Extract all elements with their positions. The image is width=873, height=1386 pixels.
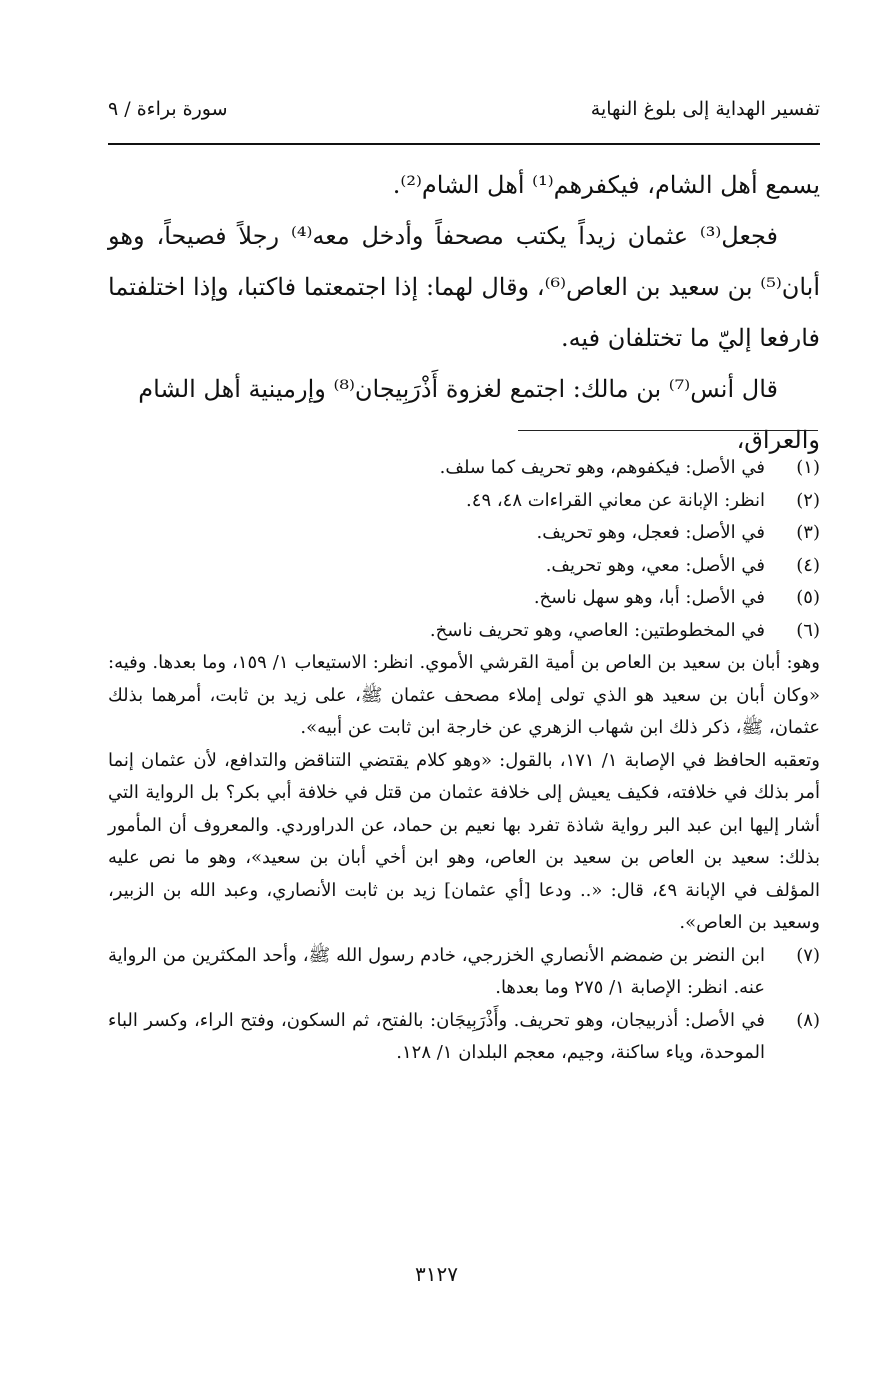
footnote-separator [518, 430, 818, 431]
footnote-2 [108, 485, 820, 518]
footnote-text: في الأصل: أبا، وهو سهل ناسخ. [533, 587, 765, 608]
footnote-1 [108, 452, 820, 485]
footnote-text: في الأصل: فعجل، وهو تحريف. [536, 522, 765, 543]
footnote-text: في الأصل: فيكفوهم، وهو تحريف كما سلف. [439, 457, 765, 478]
surah-label: سورة براءة / ٩ [108, 98, 228, 120]
footnote-number: (١) [796, 457, 820, 478]
page-number: ٣١٢٧ [415, 1262, 458, 1286]
header-rule [108, 143, 820, 145]
footnote-text: انظر: الإبانة عن معاني القراءات ٤٨، ٤٩. [466, 489, 765, 511]
footnote-text: في المخطوطتين: العاصي، وهو تحريف ناسخ. [429, 619, 765, 641]
footnote-number: (٥) [796, 587, 820, 608]
footnote-6-continuation-1: وهو: أبان بن سعيد بن العاص بن أمية القرشي الأموي. انظر: الاستيعاب ١/ ١٥٩، وما بعدها. وفيه: «وكان أبان بن سعيد هو الذي تولى إملاء مصحف عثمان ﷺ، على زيد بن ثابت، أمرهما بذلك عثمان، ﷺ، ذكر ذلك ابن شهاب الزهري عن خارجة ابن ثابت عن أبيه». [108, 652, 820, 738]
footnote-7 [108, 940, 820, 1005]
footnote-text: ابن النضر بن ضمضم الأنصاري الخزرجي، خادم رسول الله ﷺ، وأحد المكثرين من الرواية عنه. انظر: الإصابة ١/ ٢٧٥ وما بعدها. [108, 944, 765, 998]
main-paragraph-3: قال أنس⁽⁷⁾ بن مالك: اجتمع لغزوة أَذْرَبِيجان⁽⁸⁾ وإرمينية أهل الشام والعراق، [138, 375, 820, 454]
footnote-text: في الأصل: معي، وهو تحريف. [545, 554, 765, 576]
footnote-number: (٨) [796, 1009, 820, 1031]
footnote-6 [108, 615, 820, 648]
main-line-1: يسمع أهل الشام، فيكفرهم⁽¹⁾ أهل الشام⁽²⁾. [392, 171, 820, 199]
footnote-number: (٣) [796, 522, 820, 543]
main-paragraph-2: فجعل⁽³⁾ عثمان زيداً يكتب مصحفاً وأدخل معه⁽⁴⁾ رجلاً فصيحاً، وهو أبان⁽⁵⁾ بن سعيد بن العاص⁽⁶⁾، وقال لهما: إذا اجتمعتما فاكتبا، وإذا اختلفتما فارفعا إليّ ما تختلفان فيه. [108, 222, 820, 352]
footnote-number: (٢) [796, 489, 820, 511]
footnote-number: (٦) [796, 619, 820, 641]
footnote-number: (٤) [796, 554, 820, 576]
main-text [108, 160, 820, 466]
footnote-5 [108, 582, 820, 615]
footnote-number: (٧) [796, 944, 820, 966]
footnote-8 [108, 1005, 820, 1070]
book-title: تفسير الهداية إلى بلوغ النهاية [590, 98, 820, 120]
footnote-4 [108, 550, 820, 583]
footnote-6-continuation-2: وتعقبه الحافظ في الإصابة ١/ ١٧١، بالقول: «وهو كلام يقتضي التناقض والتدافع، لأن عثمان إنما أمر بذلك في خلافته، فكيف يعيش إلى خلافة عثمان من قتل في خلافة أبي بكر؟ بل الرواية التي أشار إليها ابن عبد البر رواية شاذة تفرد بها نعيم بن حماد، عن الدراوردي. والمعروف أن المأمور بذلك: سعيد بن العاص بن سعيد بن العاص، وهو ابن أخي أبان بن سعيد»، وهو ما نص عليه المؤلف في الإبانة ٤٩، قال: «.. ودعا [أي عثمان] زيد بن ثابت الأنصاري، وعبد الله بن الزبير، وسعيد بن العاص». [108, 749, 820, 933]
running-header [108, 98, 820, 134]
footnote-3 [108, 517, 820, 550]
footnotes [108, 452, 820, 1070]
footnote-text: في الأصل: أذربيجان، وهو تحريف. وأَذْرَبِيجَان: بالفتح، ثم السكون، وفتح الراء، وكسر الباء الموحدة، وياء ساكنة، وجيم، معجم البلدان ١/ ١٢٨. [108, 1009, 765, 1063]
